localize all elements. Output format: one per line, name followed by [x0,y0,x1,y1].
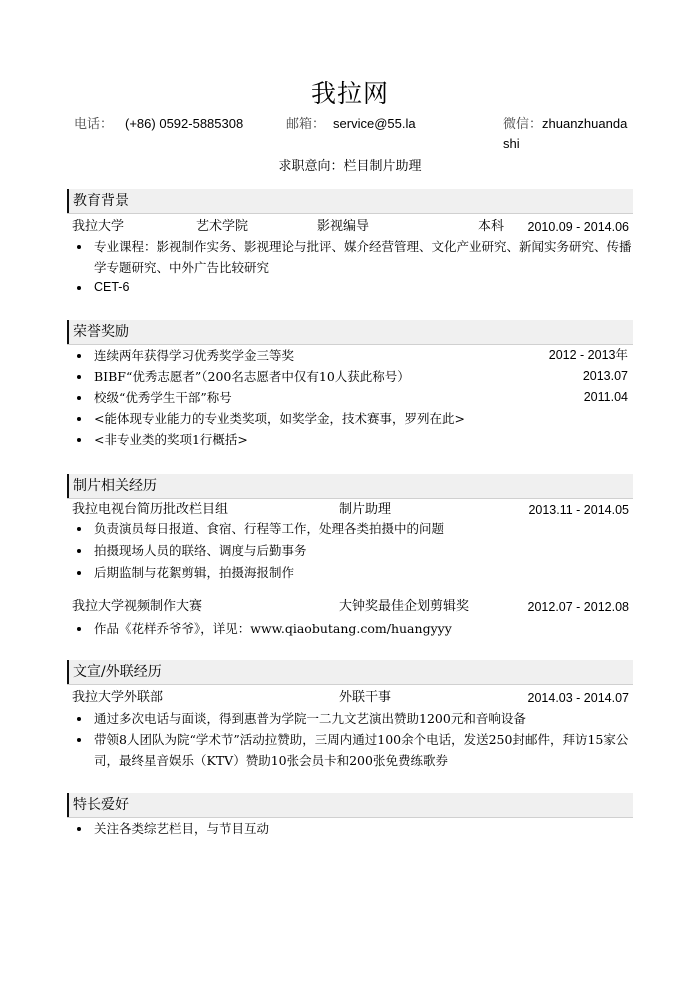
resume-name: 我拉网 [310,79,389,108]
email-label: 邮箱： [286,117,326,132]
honor-date: 2011.04 [583,390,628,404]
list-item: 关注各类综艺栏目，与节目互动 [94,818,634,839]
list-item: 负责演员每日报道、食宿、行程等工作，处理各类拍摄中的问题 [94,518,634,539]
section-title-hobbies: 特长爱好 [67,793,633,817]
honor-text: 连续两年获得学习优秀奖学金三等奖 [94,348,295,363]
experience-date: 2013.11 - 2014.05 [528,503,629,517]
list-item: 通过多次电话与面谈，得到惠普为学院一二九文艺演出赞助1200元和音响设备 [94,708,634,729]
list-item [94,366,634,387]
experience-date: 2014.03 - 2014.07 [527,691,629,705]
list-item: 专业课程：影视制作实务、影视理论与批评、媒介经营管理、文化产业研究、新闻实务研究、传播学专题研究、中外广告比较研究 [94,236,634,278]
list-item [94,387,634,408]
experience-role: 外联干事 [339,690,392,705]
section-divider [67,684,633,685]
section-title-publicity: 文宣/外联经历 [67,660,633,684]
experience-row [72,501,629,519]
honor-text: <能体现专业能力的专业类奖项，如奖学金，技术赛事，罗列在此> [94,411,465,426]
list-item: 拍摄现场人员的联络、调度与后勤事务 [94,540,634,561]
job-objective: 求职意向：栏目制片助理 [278,159,422,174]
email-value: service@55.la [333,116,416,131]
experience-org: 我拉电视台简历批改栏目组 [72,502,229,517]
section-title-honors: 荣誉奖励 [67,320,633,344]
education-row [72,218,629,236]
experience-date: 2012.07 - 2012.08 [527,600,629,614]
degree: 本科 [478,219,505,234]
contact-email [286,114,416,134]
wechat-label: 微信： [503,117,543,132]
honor-text: <非专业类的奖项1行概括> [94,432,248,447]
section-title-production: 制片相关经历 [67,474,633,498]
phone-value: (+86) 0592-5885308 [125,116,244,131]
honor-date: 2012 - 2013年 [548,348,628,362]
section-divider [67,213,633,214]
experience-org: 我拉大学视频制作大赛 [72,599,203,614]
list-item [94,345,634,366]
college-name: 艺术学院 [196,219,249,234]
contact-phone [74,114,243,134]
experience-org: 我拉大学外联部 [72,690,164,705]
list-item [94,408,634,429]
education-date: 2010.09 - 2014.06 [527,220,629,234]
list-item [94,429,634,450]
list-item: 带领8人团队为院“学术节”活动拉赞助，三周内通过100余个电话，发送250封邮件，拜访15家公司，最终星音娱乐（KTV）赞助10张会员卡和200张免费练歌券 [94,729,634,771]
honor-date: 2013.07 [582,369,628,383]
wechat-value: zhuanzhuandashi [503,116,628,151]
contact-wechat [503,114,633,154]
honor-text: BIBF“优秀志愿者”（200名志愿者中仅有10人获此称号） [94,369,410,384]
list-item: CET-6 [94,277,634,298]
section-title-education: 教育背景 [67,189,633,213]
list-item: 后期监制与花絮剪辑，拍摄海报制作 [94,562,634,583]
experience-row [72,598,629,616]
honor-text: 校级“优秀学生干部”称号 [94,390,232,405]
school-name: 我拉大学 [72,219,125,234]
experience-row [72,689,629,707]
experience-role: 大钟奖最佳企划剪辑奖 [339,599,470,614]
section-divider [67,498,633,499]
experience-role: 制片助理 [339,502,392,517]
list-item: 作品《花样乔爷爷》，详见：www.qiaobutang.com/huangyyy [94,618,634,639]
phone-label: 电话： [74,117,114,132]
major-name: 影视编导 [317,219,370,234]
